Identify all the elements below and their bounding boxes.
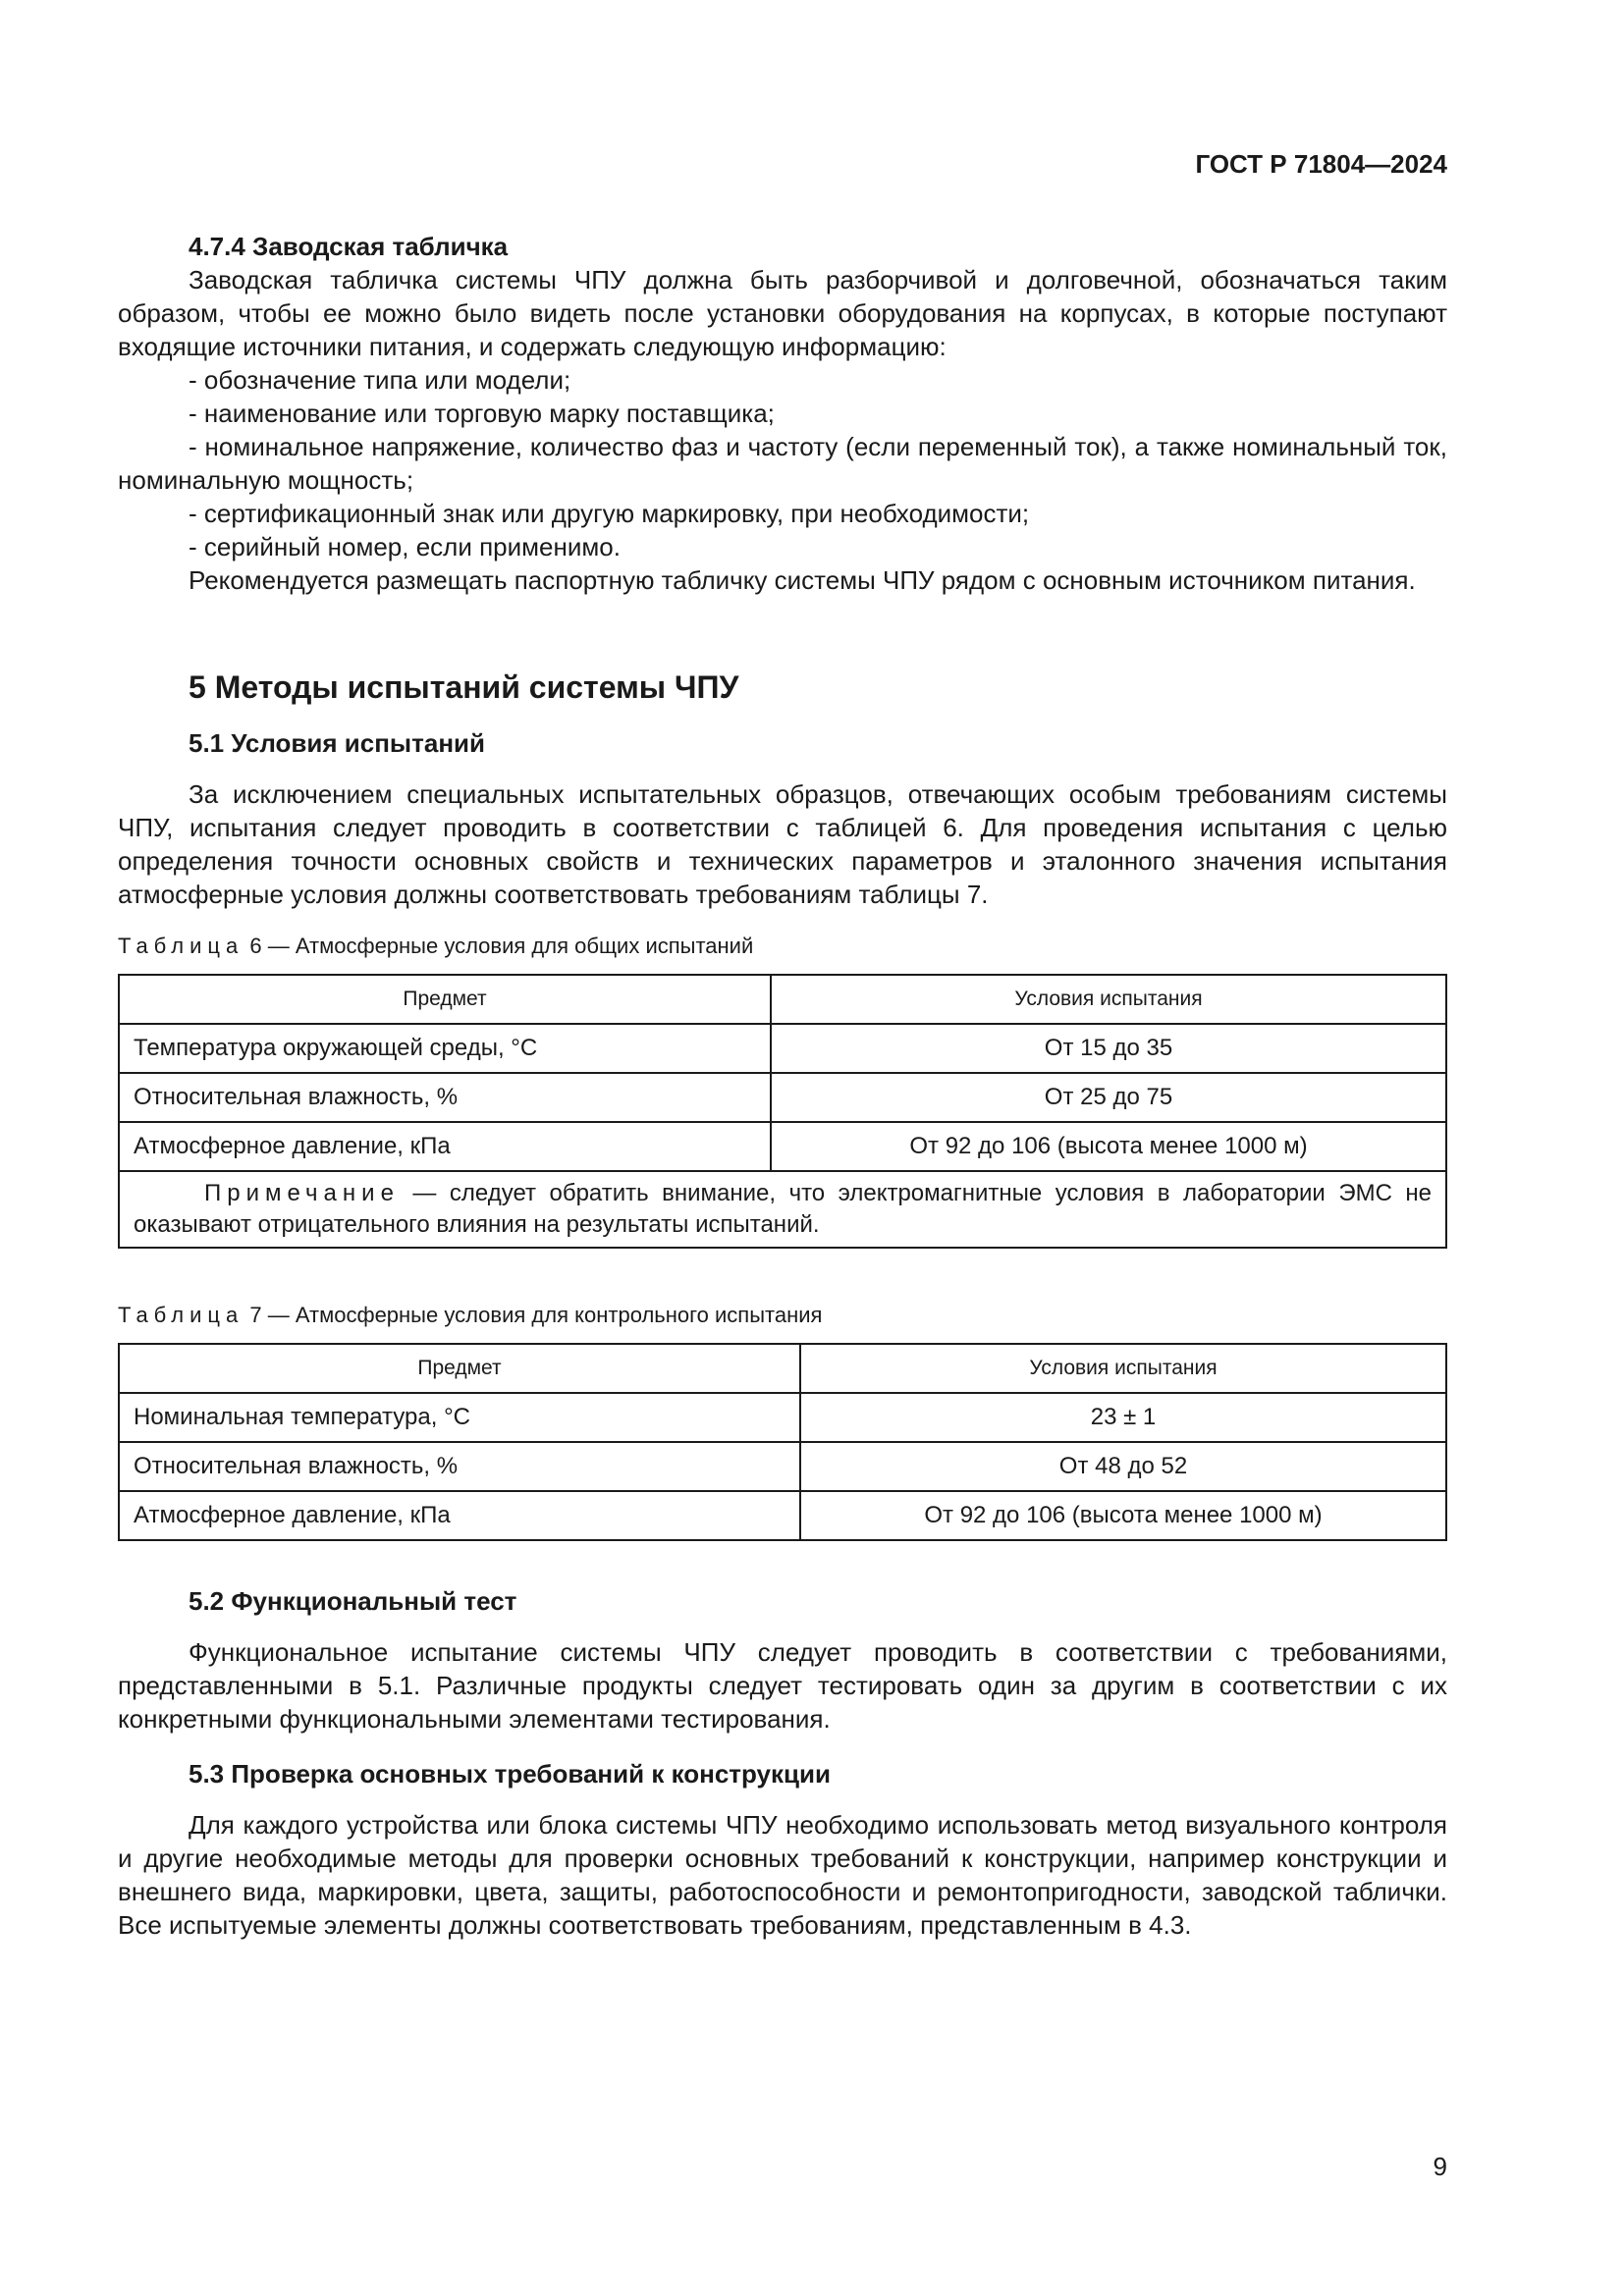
table-note (119, 1171, 1446, 1248)
table-cell: Атмосферное давление, кПа (119, 1122, 771, 1171)
note-text: — следует обратить внимание, что электромагнитные условия в лаборатории ЭМС не оказывают отрицательного влияния на результаты испытаний. (134, 1180, 1432, 1238)
table-row (119, 1073, 1446, 1122)
caption-text: 7 — Атмосферные условия для контрольного испытания (244, 1303, 823, 1327)
section-5 (118, 667, 1447, 707)
caption-text: 6 — Атмосферные условия для общих испытаний (244, 934, 754, 958)
chapter-title: 5 Методы испытаний системы ЧПУ (189, 669, 739, 705)
section-5-3 (118, 1757, 1447, 1942)
section-4-7-4 (118, 230, 1447, 597)
caption-label: Таблица (118, 934, 244, 958)
table-cell: Относительная влажность, % (119, 1073, 771, 1122)
table-note-row (119, 1171, 1446, 1248)
note-label: Примечание (204, 1180, 400, 1206)
table-row (119, 1122, 1446, 1171)
table-7 (118, 1343, 1447, 1541)
document-page (118, 0, 1447, 2296)
table-cell: От 92 до 106 (высота менее 1000 м) (800, 1491, 1446, 1540)
table-row (119, 1024, 1446, 1073)
table-cell: От 48 до 52 (800, 1442, 1446, 1491)
column-header: Условия испытания (771, 975, 1446, 1024)
table-row (119, 1491, 1446, 1540)
table-cell: От 25 до 75 (771, 1073, 1446, 1122)
list-item: - номинальное напряжение, количество фаз и частоту (если переменный ток), а также номинальный ток, номинальную мощность; (118, 432, 1447, 495)
column-header: Предмет (119, 1344, 800, 1393)
table-cell: Номинальная температура, °С (119, 1393, 800, 1442)
table-caption (118, 933, 1447, 960)
list-item: - наименование или торговую марку поставщика; (189, 399, 775, 428)
section-title: 4.7.4 Заводская табличка (189, 232, 509, 261)
table-cell: Относительная влажность, % (119, 1442, 800, 1491)
paragraph: За исключением специальных испытательных образцов, отвечающих особым требованиям системы ЧПУ, испытания следует проводить в соответствии с таблицей 6. Для проведения испытания с целью определения точности основных свойств и технических параметров и эталонного значения испытания атмосферные условия должны соответствовать требованиям таблицы 7. (118, 779, 1447, 909)
list-item: - сертификационный знак или другую маркировку, при необходимости; (189, 499, 1030, 528)
table-row (119, 1442, 1446, 1491)
page-number: 9 (1433, 2152, 1447, 2181)
table-6 (118, 974, 1447, 1249)
table-row (119, 1393, 1446, 1442)
table-cell: Температура окружающей среды, °С (119, 1024, 771, 1073)
paragraph: Рекомендуется размещать паспортную табличку системы ЧПУ рядом с основным источником питания. (189, 565, 1416, 595)
list-item: - обозначение типа или модели; (189, 365, 571, 395)
section-5-1 (118, 726, 1447, 911)
table-header-row (119, 975, 1446, 1024)
table-cell: От 92 до 106 (высота менее 1000 м) (771, 1122, 1446, 1171)
table-cell: 23 ± 1 (800, 1393, 1446, 1442)
table-cell: От 15 до 35 (771, 1024, 1446, 1073)
section-title: 5.1 Условия испытаний (189, 728, 485, 758)
paragraph: Для каждого устройства или блока системы ЧПУ необходимо использовать метод визуального контроля и другие необходимые методы для проверки основных требований к конструкции, например конструкции и внешнего вида, маркировки, цвета, защиты, работоспособности и ремонтопригодности, заводской таблички. Все испытуемые элементы должны соответствовать требованиям, представленным в 4.3. (118, 1810, 1447, 1940)
document-code: ГОСТ Р 71804—2024 (1195, 149, 1447, 179)
table-6-block (118, 933, 1447, 1249)
column-header: Условия испытания (800, 1344, 1446, 1393)
caption-label: Таблица (118, 1303, 244, 1327)
paragraph: Функциональное испытание системы ЧПУ следует проводить в соответствии с требованиями, представленными в 5.1. Различные продукты следует тестировать один за другим в соответствии с их конкретными функциональными элементами тестирования. (118, 1637, 1447, 1734)
table-caption (118, 1302, 1447, 1329)
table-header-row (119, 1344, 1446, 1393)
list-item: - серийный номер, если применимо. (189, 532, 621, 561)
table-7-block (118, 1302, 1447, 1541)
requirements-list (118, 363, 1447, 563)
table-cell: Атмосферное давление, кПа (119, 1491, 800, 1540)
section-title: 5.2 Функциональный тест (189, 1586, 517, 1616)
section-5-2 (118, 1584, 1447, 1735)
section-title: 5.3 Проверка основных требований к конструкции (189, 1759, 831, 1789)
paragraph: Заводская табличка системы ЧПУ должна быть разборчивой и долговечной, обозначаться таким образом, чтобы ее можно было видеть после установки оборудования на корпусах, в которые поступают входящие источники питания, и содержать следующую информацию: (118, 265, 1447, 361)
column-header: Предмет (119, 975, 771, 1024)
